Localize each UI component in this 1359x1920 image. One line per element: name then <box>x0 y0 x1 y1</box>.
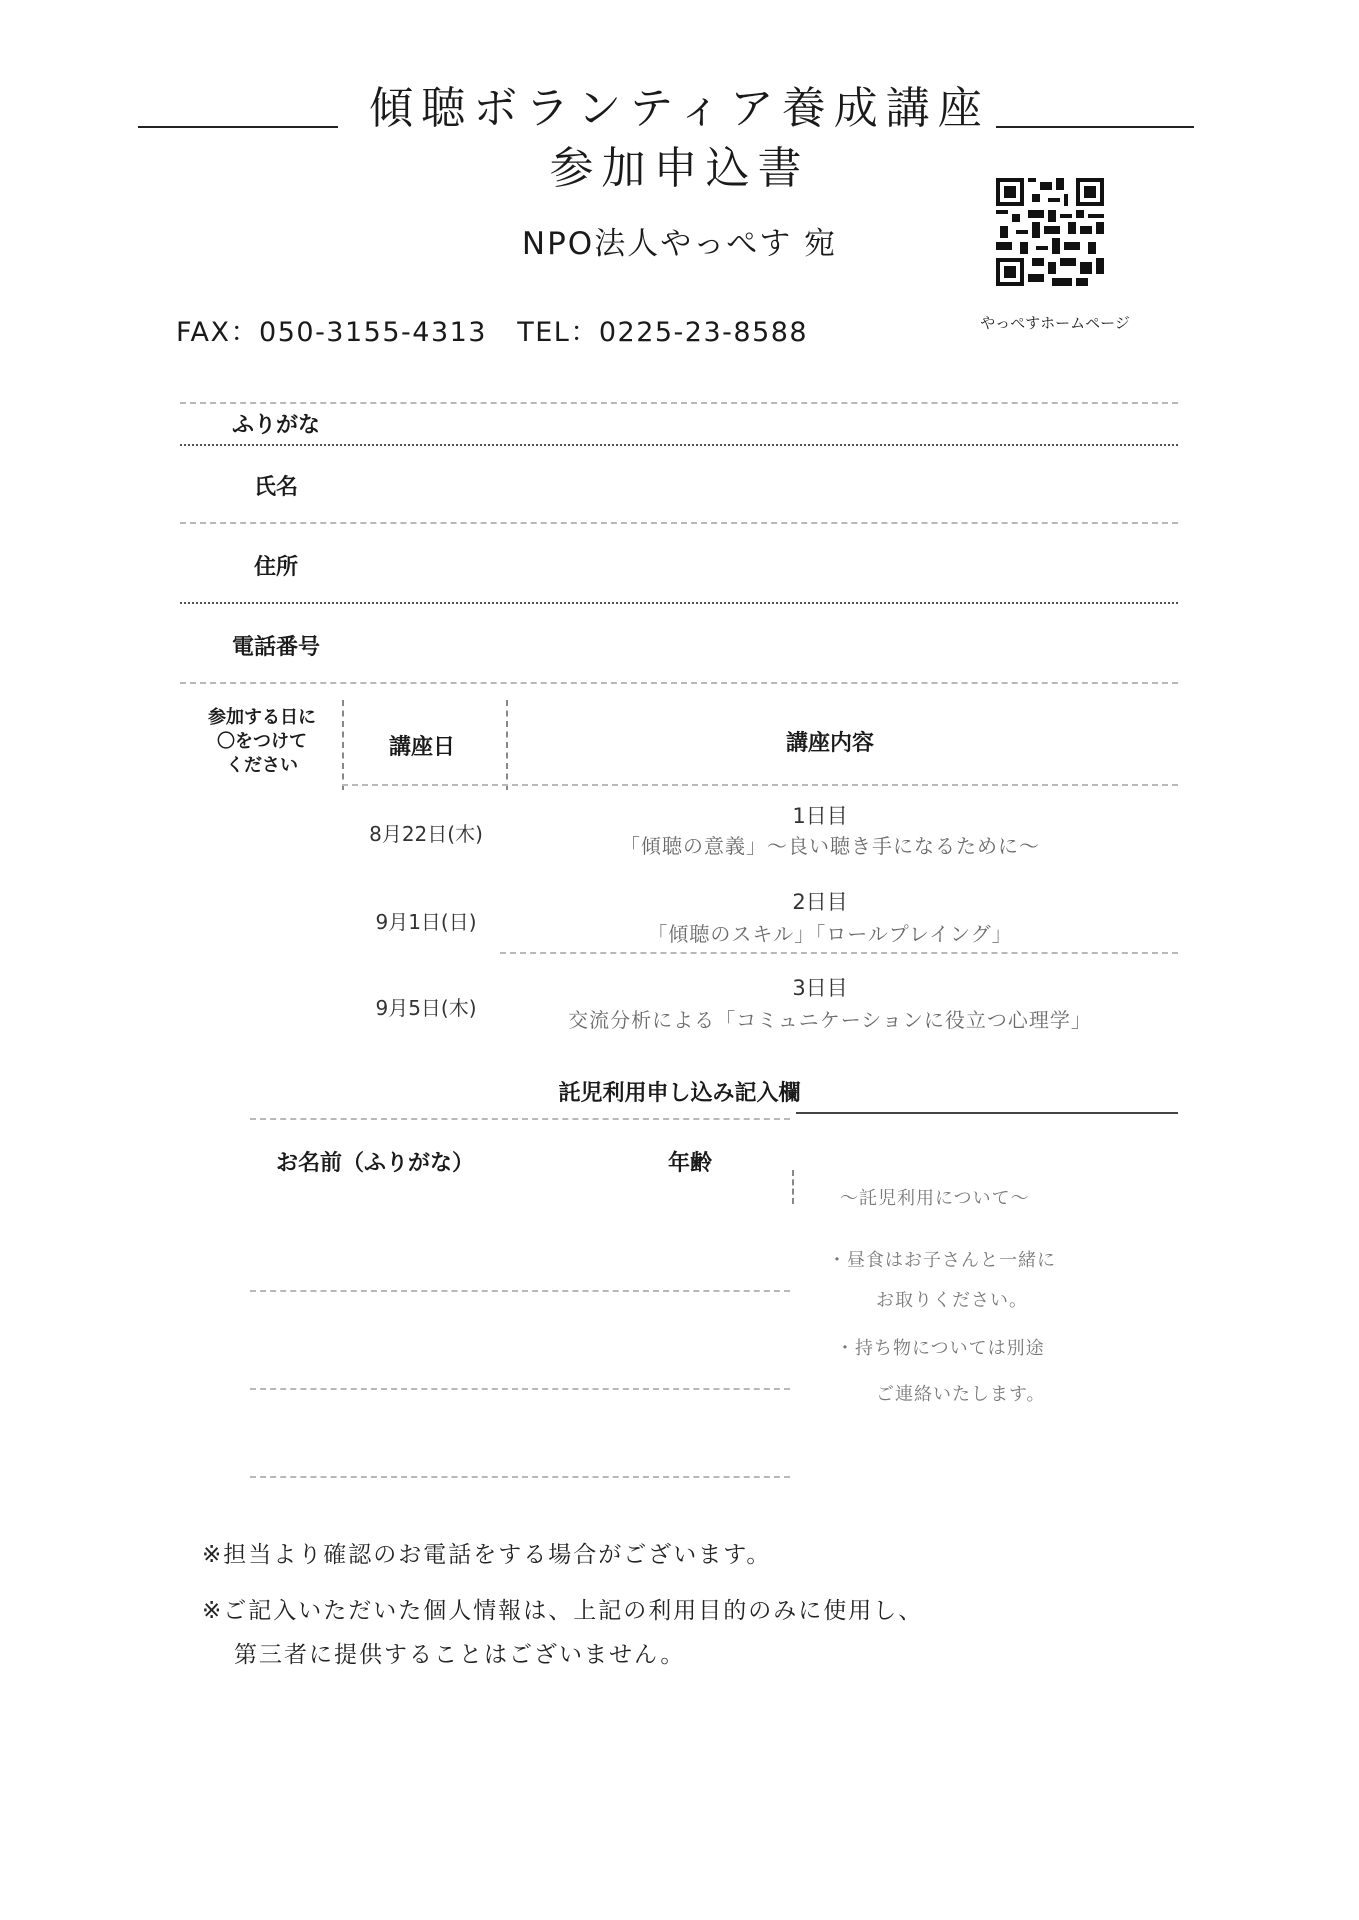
furigana-field[interactable] <box>360 402 1178 442</box>
session-day: 1日目 <box>792 804 848 828</box>
phone-label: 電話番号 <box>231 635 320 660</box>
name-label: 氏名 <box>253 475 298 500</box>
qr-code-icon[interactable] <box>996 178 1104 286</box>
childcare-note: ・持ち物については別途 <box>836 1338 1045 1359</box>
child-age-field[interactable] <box>640 1392 780 1472</box>
name-field[interactable] <box>360 446 1178 522</box>
footer-note-privacy: ※ご記入いただいた個人情報は、上記の利用目的のみに使用し、 <box>202 1598 924 1624</box>
qr-caption: やっぺすホームページ <box>980 314 1130 332</box>
childcare-age-header: 年齢 <box>668 1151 713 1176</box>
childcare-note: ・昼食はお子さんと一緒に <box>828 1250 1056 1271</box>
address-label: 住所 <box>253 555 298 580</box>
phone-field[interactable] <box>360 604 1178 680</box>
divider <box>500 952 1178 954</box>
session-topic: 「傾聴の意義」～良い聴き手になるために～ <box>620 834 1040 858</box>
divider <box>342 784 1178 786</box>
tel-number: 0225-23-8588 <box>598 317 809 348</box>
child-name-field[interactable] <box>250 1392 630 1472</box>
footer-note-privacy-cont: 第三者に提供することはございません。 <box>234 1642 686 1668</box>
tel-label: TEL： <box>517 317 599 348</box>
column-divider <box>342 700 344 790</box>
childcare-section-title: 託児利用申し込み記入欄 <box>558 1081 801 1106</box>
childcare-notes-heading: ～託児利用について～ <box>840 1188 1030 1209</box>
session-date: 8月22日(木) <box>369 822 483 846</box>
childcare-note: お取りください。 <box>876 1290 1028 1311</box>
furigana-label: ふりがな <box>231 413 320 438</box>
footer-note-confirmation: ※担当より確認のお電話をする場合がございます。 <box>202 1542 772 1568</box>
select-instruction <box>182 706 342 778</box>
divider <box>796 1112 1178 1114</box>
column-header-date: 講座日 <box>388 735 455 760</box>
column-divider <box>506 700 508 790</box>
child-age-field[interactable] <box>640 1294 780 1384</box>
fax-label: FAX： <box>176 317 260 348</box>
session-day: 2日目 <box>792 890 848 914</box>
contact-line <box>176 310 808 349</box>
childcare-name-header: お名前（ふりがな） <box>276 1151 475 1176</box>
session-day: 3日目 <box>792 976 848 1000</box>
divider <box>250 1118 790 1120</box>
divider <box>250 1388 790 1390</box>
fax-number: 050-3155-4313 <box>259 317 487 348</box>
session-date: 9月5日(木) <box>375 996 477 1020</box>
select-instruction-line: 〇をつけて <box>217 731 307 752</box>
divider <box>250 1476 790 1478</box>
select-instruction-line: 参加する日に <box>208 707 316 728</box>
session-topic: 交流分析による「コミュニケーションに役立つ心理学」 <box>568 1008 1092 1032</box>
session-date: 9月1日(日) <box>375 910 477 934</box>
divider <box>250 1290 790 1292</box>
childcare-note: ご連絡いたします。 <box>876 1384 1046 1405</box>
child-name-field[interactable] <box>250 1294 630 1384</box>
form-subtitle: 参加申込書 <box>549 143 810 194</box>
child-age-field[interactable] <box>640 1176 780 1286</box>
divider <box>180 682 1178 684</box>
form-title: 傾聴ボランティア養成講座 <box>369 83 990 134</box>
addressee: NPO法人やっぺす 宛 <box>521 226 838 262</box>
child-name-field[interactable] <box>250 1176 630 1286</box>
column-header-content: 講座内容 <box>785 731 874 756</box>
address-field[interactable] <box>360 524 1178 600</box>
session-topic: 「傾聴のスキル」「ロールプレイング」 <box>647 922 1013 946</box>
column-divider <box>792 1170 794 1204</box>
select-instruction-line: ください <box>226 755 298 776</box>
